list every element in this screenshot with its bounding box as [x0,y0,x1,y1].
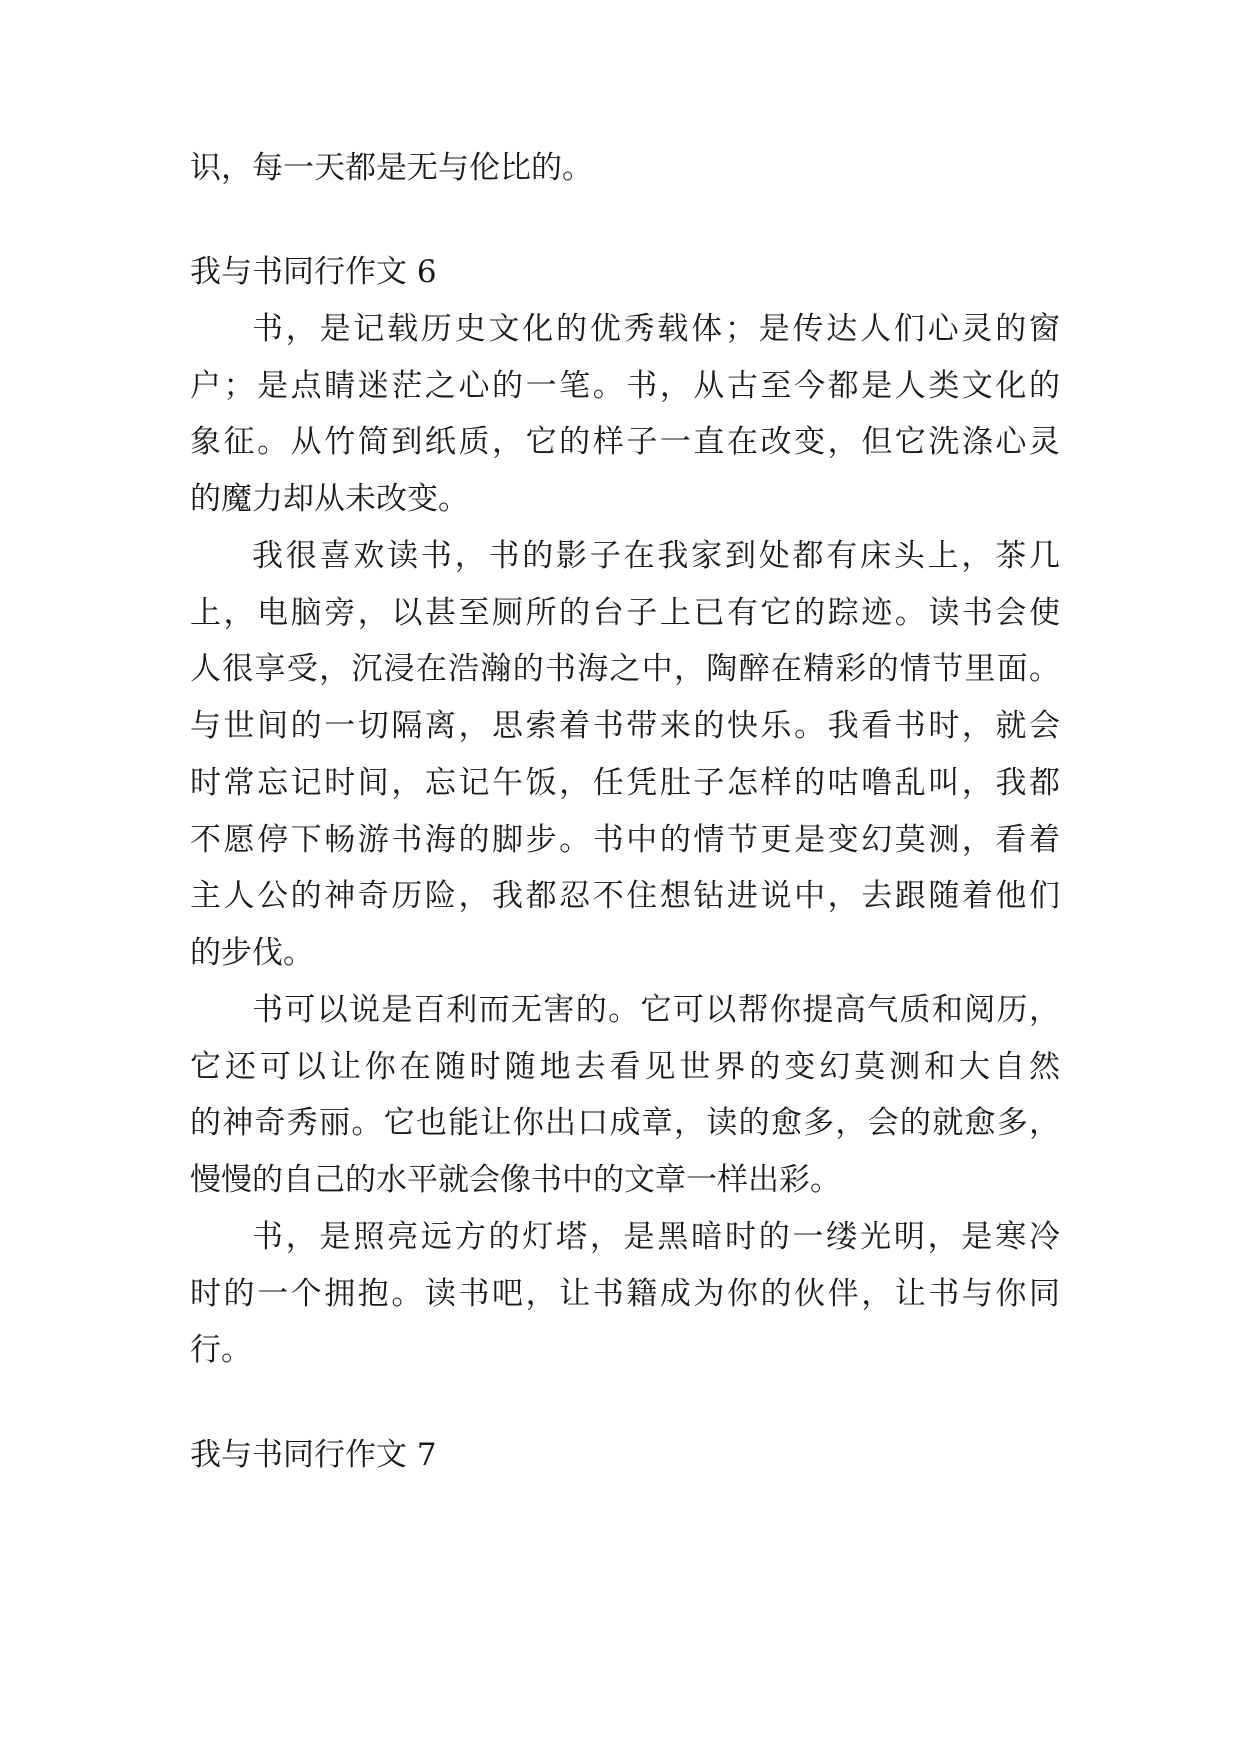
continuation-line: 识，每一天都是无与伦比的。 [190,150,593,186]
paragraph-3-line-4: 慢慢的自己的水平就会像书中的文章一样出彩。 [190,1162,841,1198]
paragraph-2-line-6: 不愿停下畅游书海的脚步。书中的情节更是变幻莫测，看着 [190,822,1060,858]
paragraph-1-line-1: 书，是记载历史文化的优秀载体；是传达人们心灵的窗 [252,311,1060,347]
paragraph-2-line-7: 主人公的神奇历险，我都忍不住想钻进说中，去跟随着他们 [190,878,1060,914]
paragraph-2-line-3: 人很享受，沉浸在浩瀚的书海之中，陶醉在精彩的情节里面。 [190,651,1060,687]
paragraph-2-line-4: 与世间的一切隔离，思索着书带来的快乐。我看书时，就会 [190,708,1060,744]
paragraph-4-line-3: 行。 [190,1332,252,1368]
paragraph-1-line-3: 象征。从竹简到纸质，它的样子一直在改变，但它洗涤心灵 [190,424,1060,460]
paragraph-3-line-3: 的神奇秀丽。它也能让你出口成章，读的愈多，会的就愈多， [190,1105,1060,1141]
paragraph-1-line-2: 户；是点睛迷茫之心的一笔。书，从古至今都是人类文化的 [190,368,1060,404]
section-7-title: 我与书同行作文 7 [190,1437,437,1473]
paragraph-3-line-2: 它还可以让你在随时随地去看见世界的变幻莫测和大自然 [190,1049,1060,1085]
paragraph-1-line-4: 的魔力却从未改变。 [190,481,469,517]
paragraph-2-line-2: 上，电脑旁，以甚至厕所的台子上已有它的踪迹。读书会使 [190,595,1060,631]
paragraph-3-line-1: 书可以说是百利而无害的。它可以帮你提高气质和阅历， [252,992,1060,1028]
paragraph-2-line-5: 时常忘记时间，忘记午饭，任凭肚子怎样的咕噜乱叫，我都 [190,765,1060,801]
paragraph-4-line-2: 时的一个拥抱。读书吧，让书籍成为你的伙伴，让书与你同 [190,1276,1060,1312]
paragraph-2-line-8: 的步伐。 [190,935,314,971]
section-6-title: 我与书同行作文 6 [190,254,437,290]
paragraph-4-line-1: 书，是照亮远方的灯塔，是黑暗时的一缕光明，是寒冷 [252,1219,1060,1255]
paragraph-2-line-1: 我很喜欢读书，书的影子在我家到处都有床头上，茶几 [252,538,1060,574]
